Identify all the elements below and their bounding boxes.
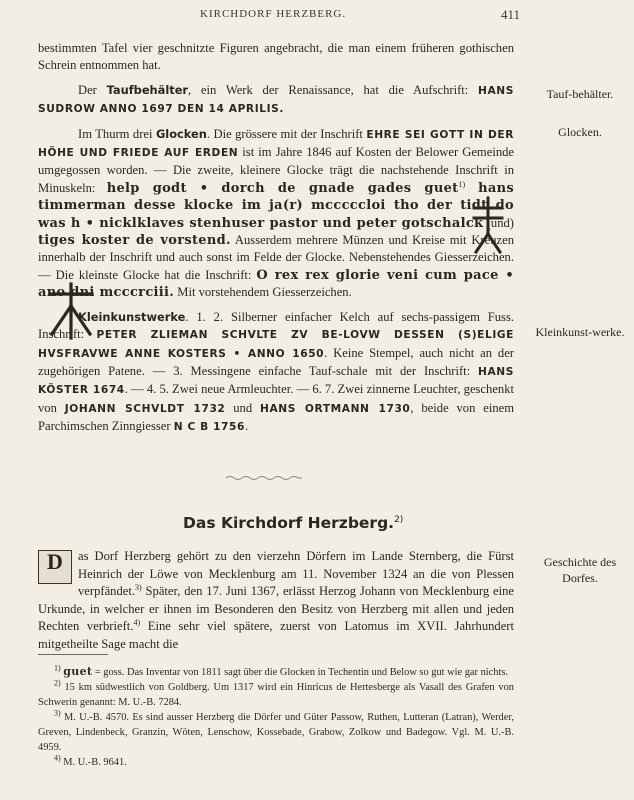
inscription-glocke-1: EHRE SEI GOTT IN DER HÖHE UND FRIEDE AUF ERDEN xyxy=(38,128,514,160)
main-text xyxy=(38,40,514,437)
footnotes xyxy=(38,664,514,770)
inscription-glocke-2c: tiges koster de vorstend. xyxy=(38,233,231,249)
inscription-glocke-2b: hans timmerman desse klocke im ja(r) mcccccloi tho der tidt do was h • nicklklaves stenhuser pastor und peter gotschalck xyxy=(38,180,514,231)
drop-cap: D xyxy=(38,550,72,584)
footnote-2: $^{2)}$ 15 km südwestlich von Goldberg. Um 1317 wird ein Hinricus de Hertesberge als Vasall des Grafen von Schwerin genannt: M. U.-B. 7284. xyxy=(38,678,514,708)
inscription-glocke-3: O rex rex glorie veni cum pace • ano dni mcccrciii. xyxy=(38,267,514,301)
section-title: Das Kirchdorf Herzberg.$^{2)}$ xyxy=(183,514,404,532)
footnote-3: $^{3)}$ M. U.-B. 4570. Es sind ausser Herzberg die Dörfer und Güter Passow, Ruthen, Lutteran (Latran), Werder, Greven, Lindenbeck, Granzin, Wöten, Lenschow, Kossebade, Grabow, Zolkow und Badegow. Vgl. M. U.-B. 4959. xyxy=(38,708,514,753)
inscription-kelch: PETER ZLIEMAN SCHVLTE ZV BE-LOVW DESSEN (S)ELIGE HVSFRAVWE ANNE KOSTERS • ANNO 1650 xyxy=(38,329,515,360)
founder-mark-right-icon xyxy=(470,196,506,256)
term-taufbehalter: Taufbehälter xyxy=(106,82,189,97)
paragraph-kleinkunst: Kleinkunstwerke. 1. 2. Silberner einfacher Kelch auf sechs-passigem Fuss. Inschrift: PETER ZLIEMAN SCHVLTE ZV BE-LOVW DESSEN (S)ELIGE HVSFRAVWE ANNE KOSTERS • ANNO 1650. Keine Stempel, auch nicht an der zugehörigen Patene. — 3. Messingene einfache Tauf-schale mit der Inschrift: HANS KÖSTER 1674. — 4. 5. Zwei neue Armleuchter. — 6. 7. Zwei zinnerne Leuchter, geschenkt von JOHANN SCHVLDT 1732 und HANS ORTMANN 1730, beide von einem Parchimschen Zinngiesser N C B 1756. xyxy=(38,309,515,434)
paragraph-glocken: Im Thurm drei Glocken. Die grössere mit der Inschrift EHRE SEI GOTT IN DER HÖHE UND FRIEDE AUF ERDEN ist im Jahre 1846 auf Kosten der Belower Gemeinde umgegossen worden. — Die zweite, kleinere Glocke trägt die nachstehende Inschrift in Minuskeln: help godt • dorch de gnade gades guet$^{1)}$ hans timmerman desse klocke im ja(r) mcccccloi tho der tidt do was h • nicklklaves stenhuser pastor und peter gotschalck (und) tiges koster de vorstend. Ausserdem mehrere Münzen und Kreise mit Kreuzen innerhalb der Inschrift und auch sonst im Felde der Glocke. Nebenstehendes Giesserzeichen. — Die kleinste Glocke hat die Inschrift: O rex rex glorie veni cum pace • ano dni mcccrciii. Mit vorstehendem Giesserzeichen. xyxy=(38,126,515,301)
inscription-taufe: HANS SUDROW ANNO 1697 DEN 14 APRILIS. xyxy=(38,84,514,116)
inscription-zinngiesser: N C B 1756 xyxy=(173,421,245,434)
inscription-taufschale: HANS KÖSTER 1674 xyxy=(38,365,514,397)
running-title: KIRCHDORF HERZBERG. xyxy=(200,8,347,20)
footnote-1: $^{1)}$ guet = goss. Das Inventar von 1811 sagt über die Glocken in Techentin und Below so gut wie gar nichts. xyxy=(54,663,509,678)
inscription-ortmann: HANS ORTMANN 1730 xyxy=(259,402,411,415)
paragraph-tafel: bestimmten Tafel vier geschnitzte Figuren angebracht, die man einem früheren gothischen Schrein entnommen hat. xyxy=(38,41,514,73)
term-glocken: Glocken xyxy=(155,126,207,141)
page-number: 411 xyxy=(500,7,520,22)
ornamental-divider xyxy=(226,475,302,481)
margin-note-geschichte: Geschichte des Dorfes. xyxy=(543,555,617,585)
margin-note-taufbehalter: Tauf-behälter. xyxy=(546,87,614,101)
inscription-schuldt: JOHANN SCHVLDT 1732 xyxy=(64,402,226,415)
founder-mark-left-icon xyxy=(46,282,96,340)
section-body: D as Dorf Herzberg gehört zu den vierzehn Dörfern im Lande Sternberg, die Fürst Heinrich der Löwe von Mecklenburg am 11. November 1324 an die von Plessen verpfändet.$^{3)}$ Später, den 17. Juni 1367, erlässt Herzog Johann von Mecklenburg eine Urkunde, in welcher er ihnen im Besonderen den Besitz von Herzberg mit allen und jeden Rechten verbrieft.$^{4)}$ Eine sehr viel spätere, zuerst von Latomus im XVII. Jahrhundert mitgetheilte Sage macht die xyxy=(38,549,514,651)
paragraph-taufbehalter: Der Taufbehälter, ein Werk der Renaissance, hat die Aufschrift: HANS SUDROW ANNO 1697 DEN 14 APRILIS. xyxy=(38,82,514,116)
margin-note-glocken: Glocken. xyxy=(558,125,602,139)
footnote-4: $^{4)}$ M. U.-B. 9641. xyxy=(54,753,127,768)
footnote-rule xyxy=(38,654,108,655)
term-kleinkunst: Kleinkunstwerke xyxy=(78,309,186,324)
inscription-glocke-2a: help godt • dorch de gnade gades guet xyxy=(106,180,459,196)
margin-note-kleinkunst: Kleinkunst-werke. xyxy=(535,325,625,339)
